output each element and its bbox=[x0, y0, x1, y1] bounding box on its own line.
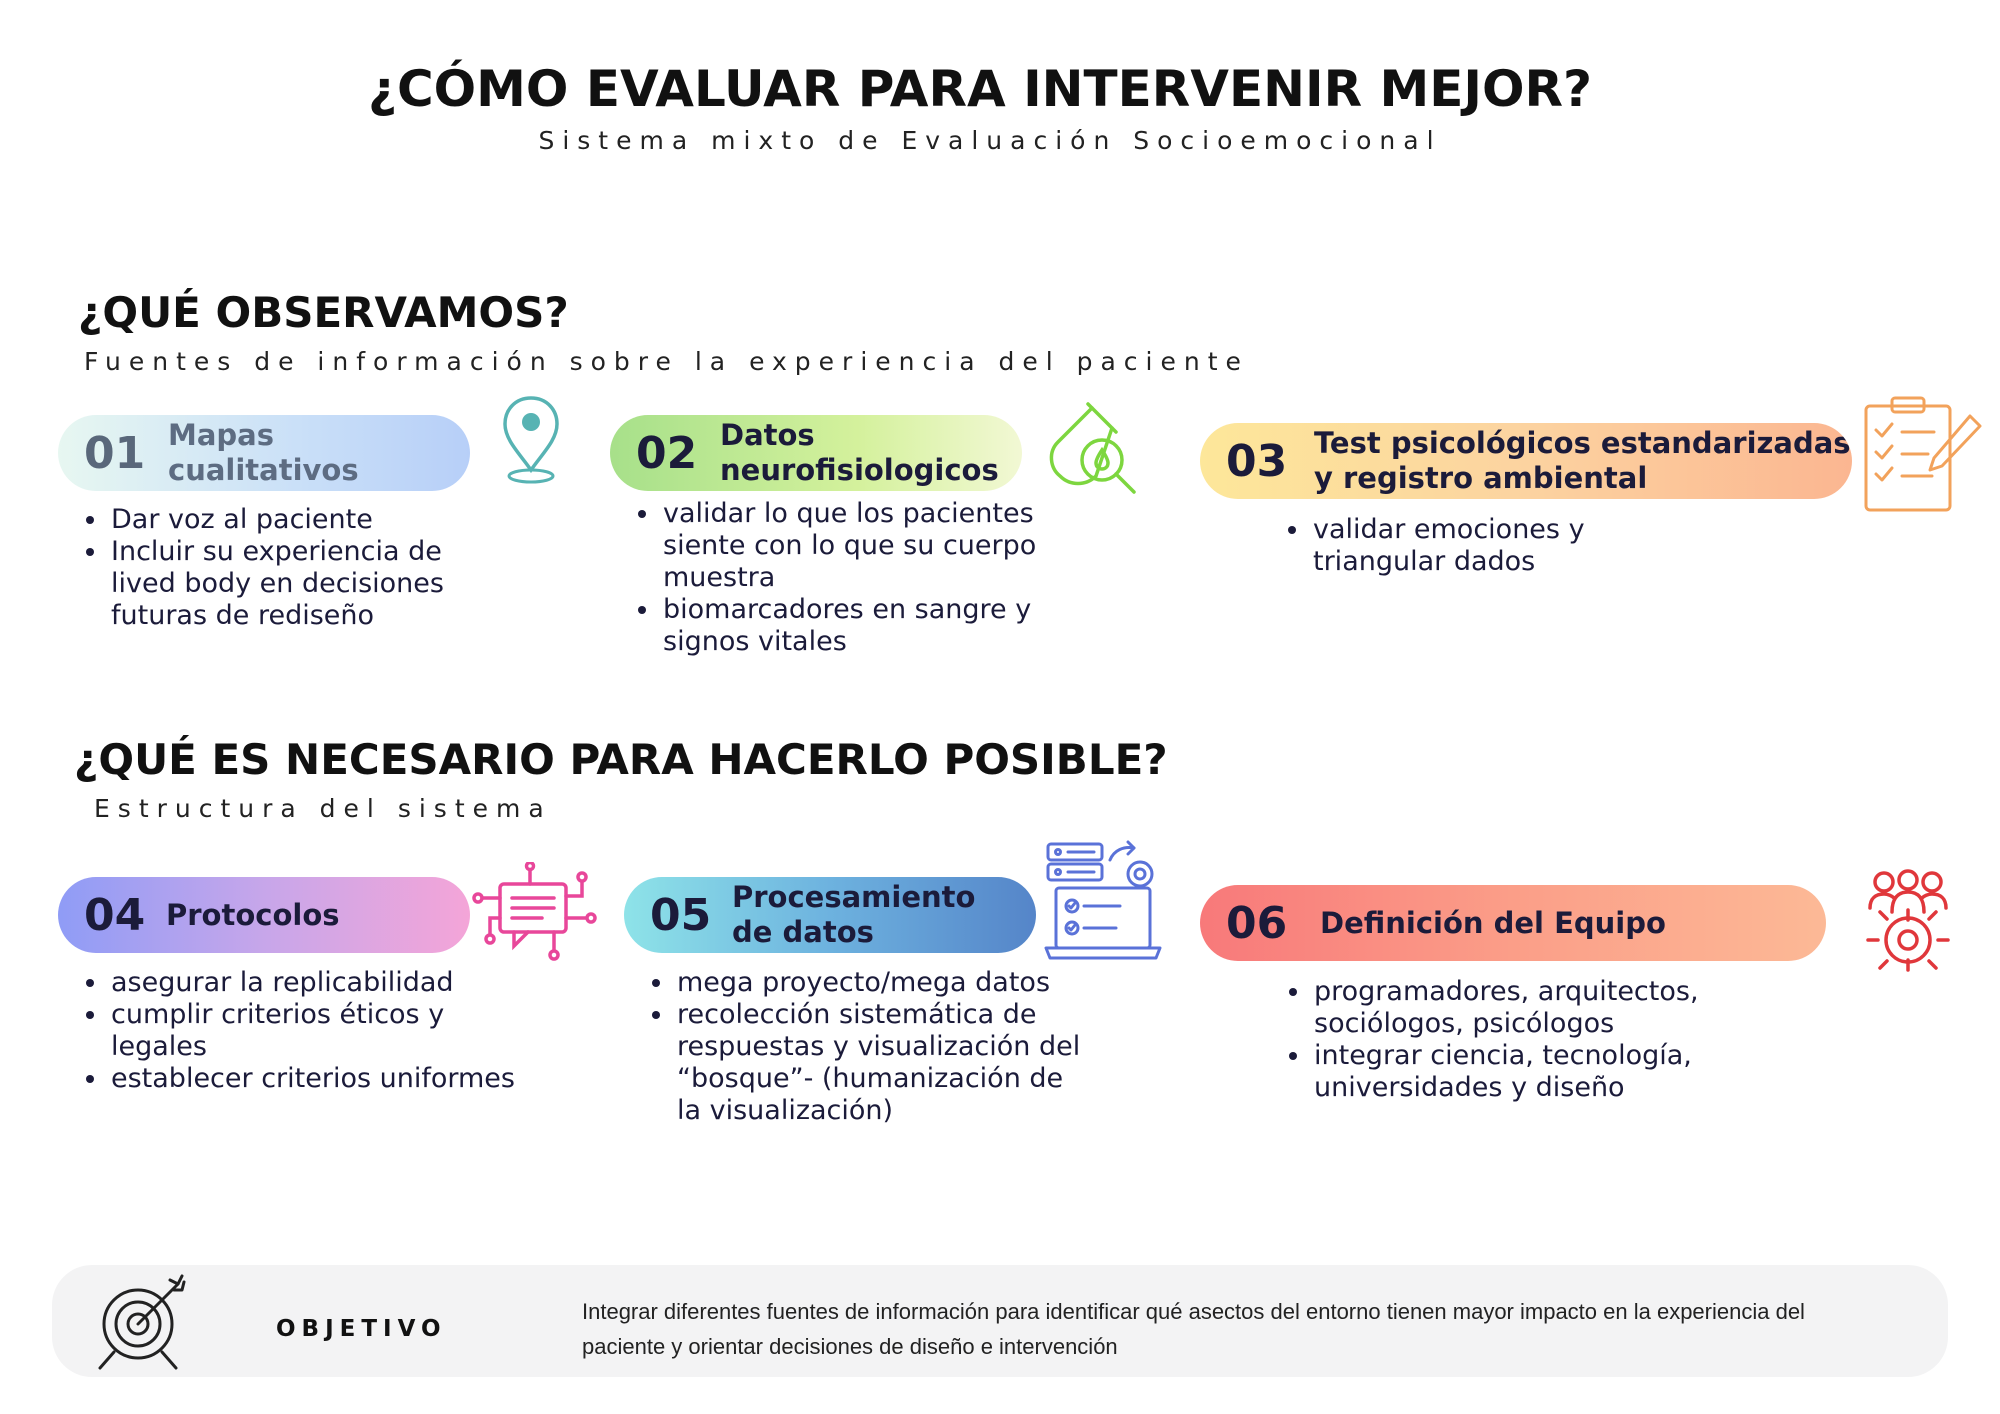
list-item: • validar lo que los pacientes siente con lo que su cuerpo muestra bbox=[661, 498, 1081, 594]
card-03-label: Test psicológicos estandarizadas y registro ambiental bbox=[1314, 426, 1851, 495]
list-item: • asegurar la replicabilidad bbox=[109, 967, 529, 999]
target-arrow-icon bbox=[92, 1272, 192, 1372]
card-02-header bbox=[610, 415, 1022, 491]
card-03-bullets bbox=[1266, 514, 1691, 578]
card-06-number: 06 bbox=[1226, 897, 1288, 949]
list-item: • biomarcadores en sangre y signos vitales bbox=[661, 594, 1081, 658]
objective-label: OBJETIVO bbox=[276, 1316, 447, 1342]
list-item: • Dar voz al paciente bbox=[109, 504, 509, 536]
server-laptop-gear-icon bbox=[1040, 840, 1166, 966]
card-01-number: 01 bbox=[84, 427, 146, 479]
card-05-header bbox=[624, 877, 1036, 953]
card-03-header bbox=[1200, 423, 1852, 499]
page-subtitle: Sistema mixto de Evaluación Socioemocional bbox=[538, 126, 1442, 155]
card-03-number: 03 bbox=[1226, 435, 1288, 487]
section-observe-subtitle: Fuentes de información sobre la experiencia del paciente bbox=[84, 347, 1249, 376]
list-item: • establecer criterios uniformes bbox=[109, 1063, 529, 1095]
map-pin-icon bbox=[500, 392, 562, 487]
page-title: ¿CÓMO EVALUAR PARA INTERVENIR MEJOR? bbox=[367, 60, 1593, 118]
card-04-number: 04 bbox=[84, 889, 146, 941]
clipboard-checklist-icon bbox=[1862, 396, 1986, 514]
section-need-title: ¿QUÉ ES NECESARIO PARA HACERLO POSIBLE? bbox=[74, 735, 1168, 784]
objective-text: Integrar diferentes fuentes de información para identificar qué asectos del entorno tienen mayor impacto en la experiencia del paciente y orientar decisiones de diseño e intervención bbox=[582, 1299, 1805, 1359]
card-02-bullets bbox=[616, 498, 1081, 658]
card-01-bullets bbox=[64, 504, 509, 632]
team-gear-icon bbox=[1858, 868, 1958, 972]
card-04-header bbox=[58, 877, 470, 953]
list-item: • Incluir su experiencia de lived body en decisiones futuras de rediseño bbox=[109, 536, 509, 632]
list-item: • programadores, arquitectos, sociólogos, psicólogos bbox=[1312, 976, 1732, 1040]
list-item: • recolección sistemática de respuestas y visualización del “bosque”- (humanización de la visualización) bbox=[675, 999, 1095, 1127]
card-01-header bbox=[58, 415, 470, 491]
list-item: • integrar ciencia, tecnología, universidades y diseño bbox=[1312, 1040, 1732, 1104]
card-05-bullets bbox=[630, 967, 1095, 1127]
card-06-bullets bbox=[1267, 976, 1732, 1104]
card-06-label: Definición del Equipo bbox=[1320, 905, 1666, 940]
card-05-label: Procesamiento de datos bbox=[732, 880, 976, 949]
card-04-label: Protocolos bbox=[166, 897, 340, 932]
list-item: • cumplir criterios éticos y legales bbox=[109, 999, 529, 1063]
section-observe-title: ¿QUÉ OBSERVAMOS? bbox=[78, 288, 569, 337]
list-item: • mega proyecto/mega datos bbox=[675, 967, 1095, 999]
test-tube-magnifier-icon bbox=[1040, 398, 1150, 508]
card-05-number: 05 bbox=[650, 889, 712, 941]
section-need-subtitle: Estructura del sistema bbox=[94, 794, 552, 823]
card-02-label: Datos neurofisiologicos bbox=[720, 418, 999, 487]
list-item: • validar emociones y triangular dados bbox=[1311, 514, 1691, 578]
card-02-number: 02 bbox=[636, 427, 698, 479]
chat-circuit-icon bbox=[470, 862, 598, 962]
card-01-label: Mapas cualitativos bbox=[168, 418, 359, 487]
card-04-bullets bbox=[64, 967, 529, 1095]
card-06-header bbox=[1200, 885, 1826, 961]
